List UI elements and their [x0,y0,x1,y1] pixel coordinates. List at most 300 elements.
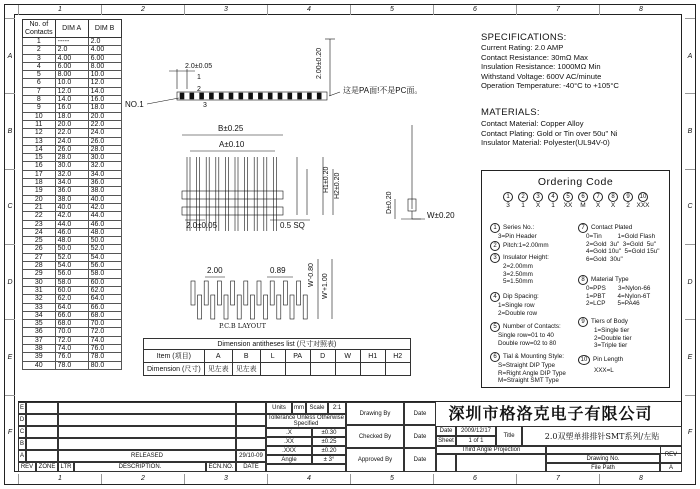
title-block-cell: REV [660,446,682,463]
ordering-code-value: 3 [506,202,510,209]
table-cell: 34.0 [55,179,88,187]
table-cell: 18.0 [88,104,121,112]
table-cell: 17 [23,170,56,178]
ordering-circle: 5 [561,192,576,202]
table-cell: 5 [23,71,56,79]
option-insulator-height: 3 Insulator Height: 2=2.00mm 3=2.50mm 5=1.50mm [490,253,549,286]
antitheses-cell: 见左表 [204,363,232,376]
pcb-pad [270,281,274,305]
table-cell: 1 [23,38,56,46]
ordering-code-value: M [580,202,586,209]
table-cell: 70.0 [88,320,121,328]
table-cell: 35 [23,320,56,328]
zone-label: A [5,18,15,93]
table-cell: 48.0 [88,228,121,236]
table-cell: 44.0 [88,212,121,220]
title-block-cell: Approved By [346,448,404,472]
table-cell: 24.0 [88,129,121,137]
table-cell: 8.00 [88,62,121,70]
table-cell: 2.0 [88,38,121,46]
table-row [23,344,122,352]
top-pin [317,93,321,99]
ordering-circle: 8 [606,192,621,202]
table-cell: 38.0 [88,187,121,195]
option-dip-spacing: 4 Dip Spacing: 1=Single row 2=Double row [490,292,539,317]
table-cell: 42.0 [55,212,88,220]
title-block-cell: ECN.NO. [206,462,236,472]
specs-title: SPECIFICATIONS: [481,32,567,43]
table-cell: 76.0 [55,353,88,361]
table-cell: 33 [23,303,56,311]
antitheses-header: H2 [385,350,410,363]
company-name: 深圳市格洛克电子有限公司 [448,404,653,423]
dim-w: W±0.20 [427,211,455,220]
table-cell: 14 [23,145,56,153]
pcb-pad [237,295,241,319]
dim-bottom-pitch: 2.0±0.05 [186,221,218,230]
pcb-pad [283,281,287,305]
zone-label: 4 [267,5,350,15]
table-cell: 26.0 [88,137,121,145]
ordering-title: Ordering Code [537,176,614,188]
zone-label: 1 [18,474,101,484]
table-cell: 72.0 [55,336,88,344]
table-cell: 38.0 [55,195,88,203]
pcb-w2: W'+1.00 [322,273,329,299]
antitheses-header: L [260,350,285,363]
table-cell: 2.0 [55,46,88,54]
title-block-cell: 1 of 1 [456,436,496,446]
top-pin [288,93,292,99]
table-cell: 31 [23,286,56,294]
zone-label: D [685,244,695,319]
table-cell: 72.0 [88,328,121,336]
table-cell: 74.0 [55,344,88,352]
dim-h2: H2±0.20 [334,172,341,199]
title-block-cell: 2.0双塑单排排针SMT系列/左贴 [522,426,682,446]
table-cell: 39 [23,353,56,361]
table-row [23,195,122,203]
pcb-pad [198,295,202,319]
top-pin [307,93,311,99]
ordering-code-value: XXX [636,202,650,209]
table-cell: 40 [23,361,56,369]
dim-h1: H1±0.20 [323,166,330,193]
table-row [23,154,122,162]
option-material-type: 8 Material Type 0=PPS 3=Nylon-66 1=PBT 4=Nylon-6T 2=LCP 5=PA46 [578,275,650,308]
table-cell: 12 [23,129,56,137]
dim-d: D±0.20 [386,191,393,214]
option-series: 1 Series No.: 3=Pin Header [490,223,537,241]
table-row [23,104,122,112]
table-cell: 12.0 [88,79,121,87]
table-row [23,311,122,319]
table-cell: 36 [23,328,56,336]
zone-label: E [5,319,15,394]
table-cell: 74.0 [88,336,121,344]
zone-label: 6 [433,5,516,15]
table-cell: 6 [23,79,56,87]
table-cell: 37 [23,336,56,344]
table-cell: 26 [23,245,56,253]
title-block-cell [266,464,346,472]
ordering-circle: 2 [516,192,531,202]
zone-label: 8 [599,474,682,484]
table-cell: 30 [23,278,56,286]
title-block-cell: Angle [266,455,312,464]
title-block-cell: D [18,414,26,426]
title-block-cell [456,454,546,472]
front-view [182,124,341,231]
table-row [23,120,122,128]
table-cell: 66.0 [88,303,121,311]
title-block-cell [26,438,58,450]
title-block-cell: Date [404,425,436,448]
material-line: Insulator Material: Polyester(UL94V-0) [481,138,610,148]
title-block-cell: Title [496,426,522,446]
zone-label: 2 [101,474,184,484]
table-cell: 11 [23,120,56,128]
table-row [23,179,122,187]
col-contacts: No. of Contacts [23,20,56,38]
table-cell: 6.00 [88,54,121,62]
table-cell: 50.0 [88,237,121,245]
pcb-pad [264,295,268,319]
table-row [23,46,122,54]
table-cell: 34 [23,311,56,319]
antitheses-header: D [310,350,335,363]
table-cell: 16.0 [55,104,88,112]
table-cell: 44.0 [55,220,88,228]
table-cell: 32.0 [55,170,88,178]
zone-left [5,18,15,470]
ordering-circle: 3 [531,192,546,202]
title-block-cell [58,402,236,414]
ordering-circles [482,192,669,202]
table-cell: 52.0 [55,253,88,261]
ordering-code-value: 1 [521,202,525,209]
side-view [386,125,455,220]
zone-label: 4 [267,474,350,484]
spec-line: Withstand Voltage: 600V AC/minute [481,71,602,81]
spec-line: Current Rating: 2.0 AMP [481,43,564,53]
title-block-cell: 29/10-09 [236,450,266,462]
title-block-cell: E [18,402,26,414]
pcb-pad [244,281,248,305]
spec-line: Contact Resistance: 30mΩ Max [481,52,588,62]
table-cell: 2 [23,46,56,54]
contacts-table [22,19,122,370]
zone-label: 3 [184,5,267,15]
table-row [23,262,122,270]
table-cell: 34.0 [88,170,121,178]
title-block-cell: A [660,463,682,472]
table-cell: 78.0 [55,361,88,369]
dim-b: B±0.25 [218,124,244,133]
material-line: Contact Material: Copper Alloy [481,118,584,128]
top-pin [190,93,194,99]
zone-bottom [18,474,682,484]
antitheses-header: H1 [360,350,385,363]
ordering-code-value: 2 [626,202,630,209]
table-cell: 29 [23,270,56,278]
zone-label: E [685,319,695,394]
antitheses-header: Item (项目) [144,350,205,363]
top-pin [239,93,243,99]
ordering-code-value: X [535,202,541,209]
pcb-pad [250,295,254,319]
title-block-cell: mm [292,402,306,414]
dim-height-top: 2.00±0.20 [316,47,323,79]
title-block-cell: Date [436,426,456,436]
option-contact-plated: 7 Contact Plated 0=Tin 1=Gold Flash 2=Gold 3u" 3=Gold 5u" 4=Gold 10u" 5=Gold 15u" 6=Gold 30u" [578,223,659,263]
antitheses-header: A [204,350,232,363]
ordering-code-value: 1 [551,202,555,209]
title-block-cell: .XXX [266,446,312,455]
antitheses-header: PA [285,350,310,363]
title-block-cell [236,426,266,438]
table-cell: 40.0 [88,195,121,203]
table-cell: 22 [23,212,56,220]
table-cell: 60.0 [55,286,88,294]
table-cell: 62.0 [55,295,88,303]
table-row [23,245,122,253]
table-cell: 26.0 [55,145,88,153]
top-pin [200,93,204,99]
table-row [23,212,122,220]
top-pin [249,93,253,99]
table-cell: 13 [23,137,56,145]
table-row [23,170,122,178]
table-cell: 8 [23,96,56,104]
ordering-code-box [481,170,670,388]
table-cell: 68.0 [55,320,88,328]
table-cell: 19 [23,187,56,195]
table-row [23,145,122,153]
ordering-circle: 7 [591,192,606,202]
title-block-cell: Tollerance Unless Otherwise Specified [267,415,345,427]
table-cell: 16 [23,162,56,170]
title-block-cell [236,402,266,414]
table-cell: 46.0 [55,228,88,236]
pcb-pad [211,295,215,319]
table-cell: 40.0 [55,203,88,211]
pcb-pad [277,295,281,319]
option-tail-mounting: 6 Tial & Mounting Style: S=Straight DIP Type R=Right Angle DIP Type M=Straight SMT Type [490,352,566,385]
table-cell: 22.0 [55,129,88,137]
table-cell: 21 [23,203,56,211]
table-row [23,220,122,228]
title-block-cell: DATE [236,462,266,472]
pcb-pad [297,281,301,305]
table-cell: 68.0 [88,311,121,319]
table-row [23,270,122,278]
top-pin [209,93,213,99]
title-block-cell: A [18,450,26,462]
table-cell: 22.0 [88,120,121,128]
table-cell: 20.0 [55,120,88,128]
pcb-pad [231,281,235,305]
title-block-cell: ± 3° [312,455,346,464]
pcb-pad [257,281,261,305]
table-row [23,62,122,70]
title-block-cell: Units [266,402,292,414]
title-block-cell [58,414,236,426]
title-block-cell: ±0.20 [312,446,346,455]
materials-title: MATERIALS: [481,107,540,118]
table-cell: 36.0 [55,187,88,195]
ordering-circle: 9 [621,192,636,202]
table-cell: 6.00 [55,62,88,70]
ordering-circle: 1 [501,192,516,202]
table-row [23,54,122,62]
title-block-cell: 2009/12/17 [456,426,496,436]
top-pin [258,93,262,99]
table-cell: 28.0 [88,145,121,153]
spec-line: Insulation Resistance: 1000MΩ Min [481,62,601,72]
table-cell: 54.0 [88,253,121,261]
table-cell: 54.0 [55,262,88,270]
materials [481,108,618,148]
table-cell: ----- [55,38,88,46]
title-block-cell [436,454,456,472]
top-pin [229,93,233,99]
table-cell: 32 [23,295,56,303]
spec-line: Operation Temperature: -40°C to +105°C [481,81,619,91]
antitheses-cell [335,363,360,376]
zone-label: 7 [516,5,599,15]
pa-note: 这是PA面!不是PC面。 [343,86,423,95]
title-block-cell: .XX [266,437,312,446]
table-cell: 38 [23,344,56,352]
option-pin-length: 10 Pin Length XXX=L [578,355,623,375]
dim-sq: 0.5 SQ [280,221,305,230]
table-cell: 15 [23,154,56,162]
zone-label: F [685,395,695,470]
pcb-pad [217,281,221,305]
table-cell: 58.0 [55,278,88,286]
antitheses-cell [310,363,335,376]
antitheses-cell [360,363,385,376]
title-block-cell: C [18,426,26,438]
table-row [23,278,122,286]
ordering-code-value: XX [563,202,573,209]
zone-top [18,5,682,15]
pcb-label: P.C.B LAYOUT [219,322,266,330]
pcb-pitch: 2.00 [207,266,223,275]
table-cell: 28 [23,262,56,270]
table-row [23,79,122,87]
dimension-antitheses-table [143,338,411,376]
table-row [23,253,122,261]
zone-label: F [5,395,15,470]
table-cell: 56.0 [55,270,88,278]
pcb-w1: W'-0.80 [308,263,315,287]
title-block-cell: B [18,438,26,450]
option-pitch: 2 Pitch:1=2.00mm [490,241,549,251]
title-block-cell [26,402,58,414]
table-row [23,96,122,104]
zone-label: 5 [350,5,433,15]
material-line: Contact Plating: Gold or Tin over 50u" Ni [481,128,618,138]
table-cell: 14.0 [88,87,121,95]
col-dim-a: DIM A [55,20,88,38]
technical-drawing [125,19,470,339]
table-row [23,295,122,303]
zone-label: C [685,169,695,244]
table-row [23,237,122,245]
title-block-cell [236,414,266,426]
pcb-pad [290,295,294,319]
zone-right [685,18,695,470]
pcb-row: 0.89 [270,266,286,275]
table-row [23,112,122,120]
table-cell: 12.0 [55,87,88,95]
title-block-cell: Drawing By [346,402,404,425]
table-cell: 50.0 [55,245,88,253]
table-cell: 36.0 [88,179,121,187]
ordering-circle: 4 [546,192,561,202]
title-block-cell: Date [404,402,436,425]
table-row [23,87,122,95]
title-block-cell [26,414,58,426]
top-pin [298,93,302,99]
table-cell: 4.00 [55,54,88,62]
title-block-cell: REV [18,462,36,472]
table-cell: 80.0 [88,361,121,369]
table-cell: 14.0 [55,96,88,104]
table-row [23,286,122,294]
pin-number-3: 3 [203,102,207,109]
table-row [23,129,122,137]
col-dim-b: DIM B [88,20,121,38]
antitheses-caption: Dimension antitheses list (尺寸对照表) [144,339,411,350]
table-cell: 64.0 [55,303,88,311]
title-block-cell: RELEASED [58,450,236,462]
table-cell: 42.0 [88,203,121,211]
table-cell: 4.00 [88,46,121,54]
table-cell: 7 [23,87,56,95]
table-cell: 20.0 [88,112,121,120]
title-block-cell [26,450,58,462]
table-row [23,328,122,336]
table-cell: 27 [23,253,56,261]
table-cell: 62.0 [88,286,121,294]
ordering-code-value: X [610,202,616,209]
antitheses-cell [385,363,410,376]
table-cell: 24.0 [55,137,88,145]
title-block-cell: Checked By [346,425,404,448]
table-cell: 78.0 [88,353,121,361]
title-block-cell: ±0.30 [312,428,346,437]
title-block-cell: Third Angle Projection [436,446,546,454]
table-cell: 4 [23,62,56,70]
zone-label: 7 [516,474,599,484]
table-cell: 48.0 [55,237,88,245]
table-row [23,162,122,170]
title-block-cell [58,426,236,438]
title-block-cell: Scale [306,402,328,414]
pcb-layout [191,259,332,330]
table-cell: 76.0 [88,344,121,352]
table-row [23,320,122,328]
title-block-cell [236,438,266,450]
table-row [23,228,122,236]
option-number-of-contacts: 5 Number of Contacts: Single row=01 to 40 Double row=02 to 80 [490,322,561,347]
label-no1: NO.1 [125,100,144,109]
table-cell: 60.0 [88,278,121,286]
option-tiers-of-body: 9 Tiers of Body 1=Single tier 2=Double tier 3=Triple tier [578,317,632,350]
